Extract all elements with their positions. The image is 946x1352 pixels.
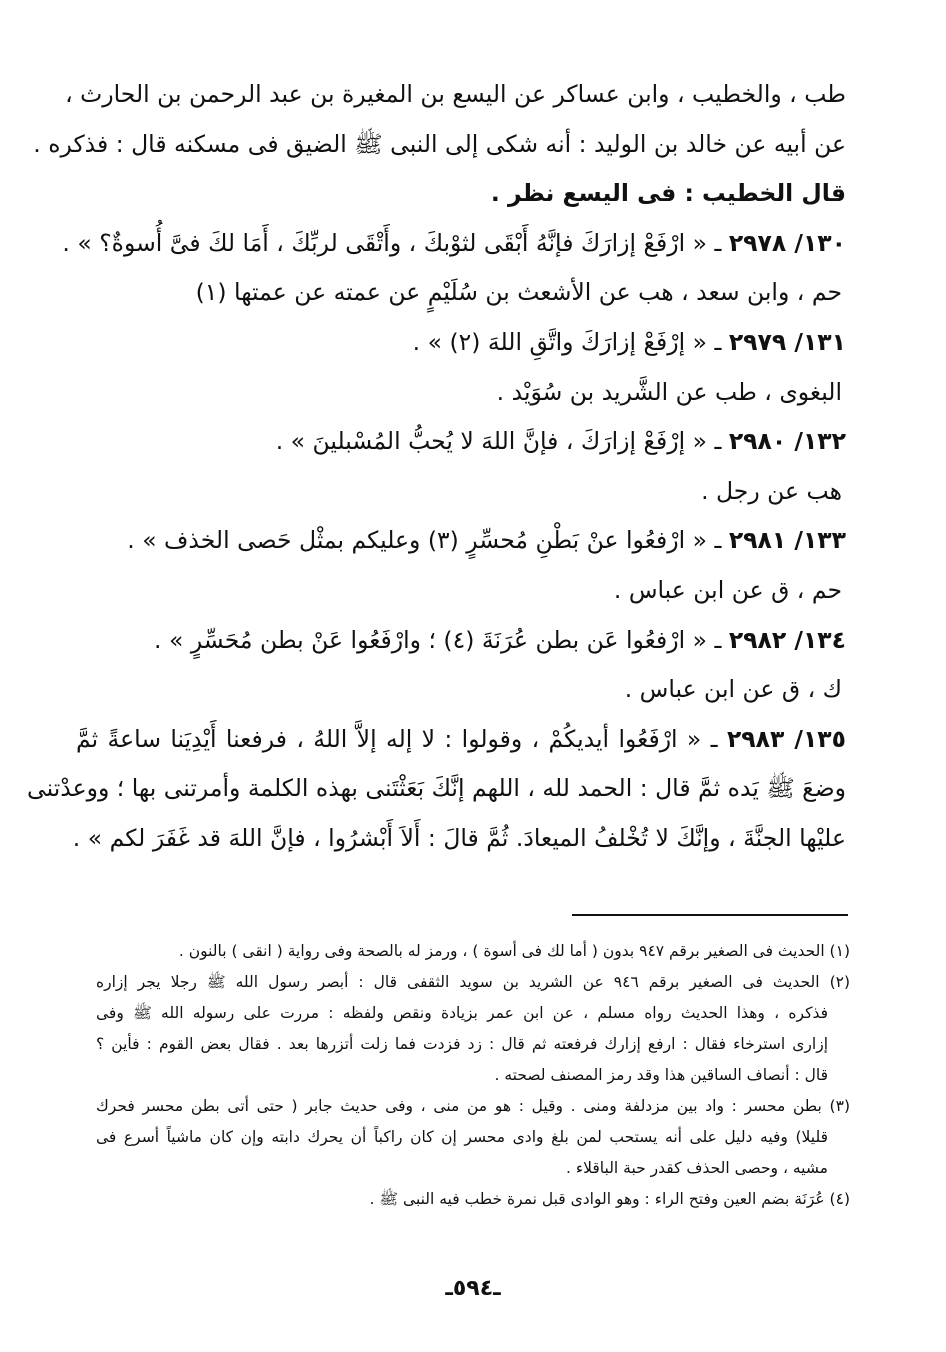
main-text	[27, 70, 846, 864]
text-line: طب ، والخطيب ، وابن عساكر عن اليسع بن المغيرة بن عبد الرحمن بن الحارث ،	[65, 80, 846, 108]
text-line: وضعَ ﷺ يَده ثمَّ قال : الحمد لله ، اللهم إنَّكَ بَعَثْتَنى بهذه الكلمة وأمرتنى بها ؛ ووعدْتنى	[27, 774, 846, 803]
footnote-line: قال : أنصاف الساقين هذا وقد رمز المصنف لصحته .	[494, 1066, 828, 1084]
footnote-line: (٢) الحديث فى الصغير برقم ٩٤٦ عن الشريد بن سويد الثقفى قال : أبصر رسول الله ﷺ رجلا يجر إزاره	[96, 973, 851, 991]
hadith-text: ـ « ارْفَعْ إزارَكَ فإنَّهُ أَبْقَى لثوْبكَ ، وأَتْقَى لربِّكَ ، أَمَا لكَ فىَّ أُسوةٌ؟ » .	[62, 228, 722, 257]
hadith-number: ١٣١/ ٢٩٧٩	[728, 327, 846, 356]
hadith-135	[76, 715, 846, 765]
hadith-text: ـ « ارْفَعُوا أيديكُمْ ، وقولوا : لا إله إلاَّ اللهُ ، فرفعنا أَيْدِيَنا ساعةً ثمَّ	[76, 724, 718, 753]
footnote-line: (٣) بطن محسر : واد بين مزدلفة ومنى . وقيل : هو من منى ، وفى حديث جابر ( حتى أتى بطن محسر فحرك	[96, 1097, 850, 1115]
hadith-number: ١٣٥/ ٢٩٨٣	[726, 724, 846, 753]
hadith-text: ـ « إرْفَعْ إزارَكَ ، فإنَّ اللهَ لا يُحبُّ المُسْبلينَ » .	[275, 427, 722, 456]
footnote-2	[96, 967, 850, 1091]
footnote-separator	[572, 914, 848, 916]
footnote-line: قليلا) وفيه دليل على أنه يستحب لمن بلغ وادى محسر إن كان راكباً أن يحرك دابته وإن كان ماشياً أسرع فى	[96, 1128, 828, 1146]
text-line: قال الخطيب : فى اليسع نظر .	[490, 179, 846, 208]
hadith-number: ١٣٢/ ٢٩٨٠	[728, 427, 846, 456]
page-number: ـ٥٩٤ـ	[445, 1276, 501, 1301]
hadith-source: حم ، ق عن ابن عباس .	[613, 575, 842, 604]
footnotes	[96, 936, 850, 1215]
footnote-line: فذكره ، وهذا الحديث رواه مسلم ، عن ابن عمر بزيادة ونقص ولفظه : مررت على رسوله الله ﷺ وفى	[96, 1004, 828, 1022]
hadith-number: ١٣٠/ ٢٩٧٨	[728, 228, 846, 257]
text-line: عن أبيه عن خالد بن الوليد : أنه شكى إلى النبى ﷺ الضيق فى مسكنه قال : فذكره .	[33, 129, 846, 158]
hadith-text: ـ « ارْفعُوا عَن بطن عُرَنَةَ (٤) ؛ وارْفَعُوا عَنْ بطن مُحَسِّرٍ » .	[154, 625, 722, 654]
footnote-1	[96, 936, 850, 967]
hadith-text: ـ « ارْفعُوا عنْ بَطْنِ مُحسِّرٍ (٣) وعليكم بمثْل حَصى الخذف » .	[127, 526, 722, 555]
hadith-number: ١٣٣/ ٢٩٨١	[728, 526, 846, 555]
hadith-text: ـ « إرْفَعْ إزارَكَ واتَّقِ اللهَ (٢) » .	[412, 327, 722, 356]
hadith-source: البغوى ، طب عن الشَّريد بن سُوَيْد .	[496, 377, 842, 406]
hadith-source: ك ، ق عن ابن عباس .	[624, 675, 842, 704]
hadith-132	[76, 417, 846, 467]
hadith-134	[76, 616, 846, 666]
footnote-line: (٤) عُرَنَة بضم العين وفتح الراء : وهو الوادى قبل نمرة خطب فيه النبى ﷺ .	[369, 1190, 850, 1208]
footnote-4	[96, 1184, 850, 1215]
hadith-number: ١٣٤/ ٢٩٨٢	[728, 625, 846, 654]
hadith-source: هب عن رجل .	[701, 476, 842, 505]
text-line: عليْها الجنَّةَ ، وإنَّكَ لا تُخْلفُ الميعادَ. ثُمَّ قالَ : أَلاَ أَبْشرُوا ، فإنَّ اللهَ قد غَفَرَ لكم » .	[72, 823, 846, 852]
footnote-line: مشيه ، وحصى الحذف كقدر حبة الباقلاء .	[566, 1159, 828, 1177]
hadith-133	[76, 516, 846, 566]
footnote-line: (١) الحديث فى الصغير برقم ٩٤٧ بدون ( أما لك فى أسوة ) ، ورمز له بالصحة وفى رواية ( انقى ) بالنون .	[178, 942, 850, 960]
footnote-line: إزارى استرخاء فقال : ارفع إزارك فرفعته ثم قال : زد فزدت فما زلت أتزرها بعد . فقال بعض القوم : فأين ؟	[96, 1035, 828, 1053]
footnote-3	[96, 1091, 850, 1184]
hadith-source: حم ، وابن سعد ، هب عن الأشعث بن سُلَيْمٍ عن عمته عن عمتها (١)	[195, 278, 842, 307]
hadith-131	[76, 318, 846, 368]
hadith-130	[62, 219, 846, 269]
